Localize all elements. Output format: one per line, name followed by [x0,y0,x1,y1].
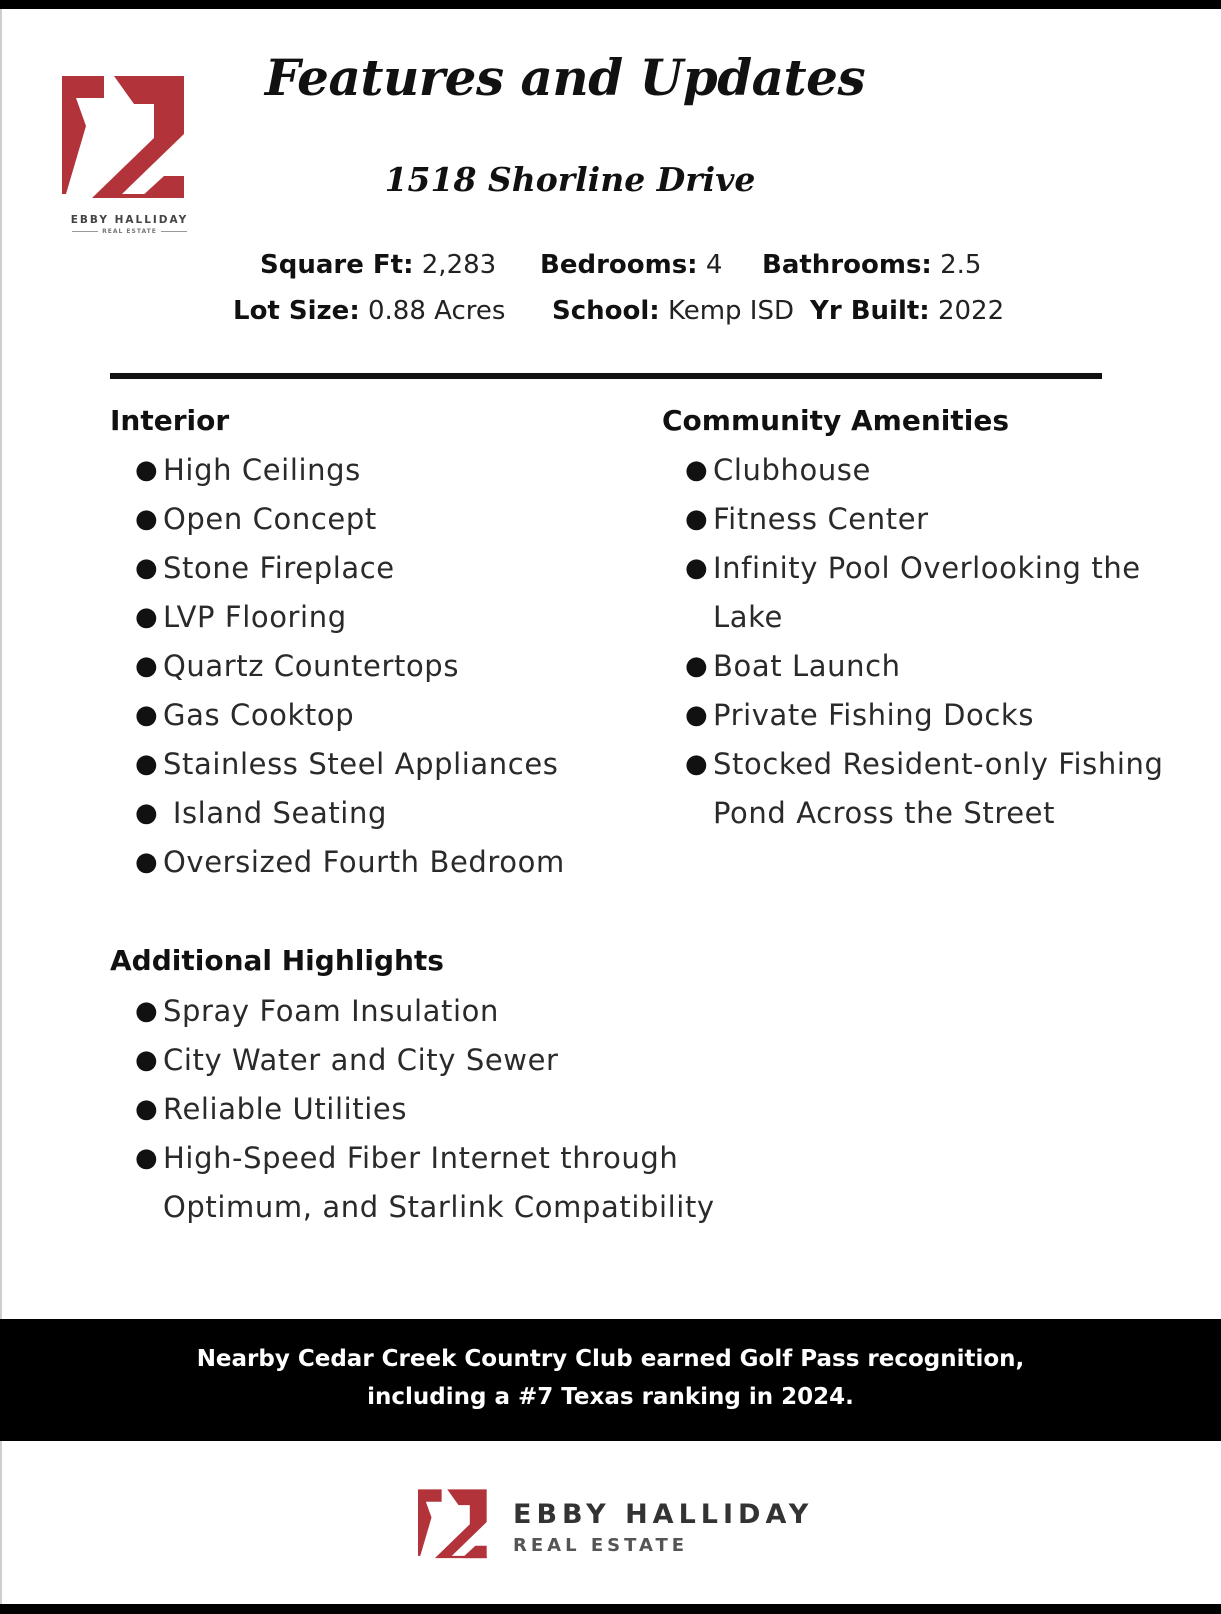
list-item [135,1134,715,1183]
footer-sub-text: REAL ESTATE [513,1535,689,1556]
bullet-icon: ● [135,1045,159,1075]
bottom-border [0,1604,1221,1614]
ebby-halliday-logo-icon [62,76,197,206]
list-item [135,593,565,642]
list-item [135,789,565,838]
list-item [685,446,1163,495]
banner-line-2: including a #7 Texas ranking in 2024. [367,1384,854,1410]
footer-logo [418,1489,818,1564]
list-item-text: Lake [713,600,783,634]
stat-value: 2022 [937,296,1005,326]
list-item-text: Private Fishing Docks [713,698,1035,732]
stat-value: Kemp ISD [667,296,794,326]
page-title: Features and Updates [264,48,866,107]
top-border [0,0,1221,9]
property-address: 1518 Shorline Drive [384,160,756,199]
bullet-icon: ● [135,1143,159,1173]
logo-sub-label: REAL ESTATE [102,228,157,235]
list-item-continuation [713,593,1163,642]
interior-list [135,446,565,887]
divider-rule [110,373,1102,379]
list-item-text: LVP Flooring [163,600,347,634]
list-item-text: Spray Foam Insulation [163,994,499,1028]
stat-school [552,296,794,326]
banner-line-1: Nearby Cedar Creek Country Club earned Golf Pass recognition, [196,1346,1025,1372]
bullet-icon: ● [685,504,709,534]
list-item-text: Optimum, and Starlink Compatibility [163,1190,715,1224]
stat-label: Bathrooms: [762,250,932,280]
list-item [685,740,1164,789]
list-item [135,838,565,887]
bullet-icon: ● [135,651,159,681]
list-item [135,1085,715,1134]
list-item-text: City Water and City Sewer [163,1043,559,1077]
bullet-icon: ● [685,651,709,681]
bullet-icon: ● [135,455,159,485]
bullet-icon: ● [135,996,159,1026]
list-item-text: Oversized Fourth Bedroom [163,845,565,879]
bullet-icon: ● [685,700,709,730]
list-item [135,691,565,740]
highlights-list [135,987,715,1232]
stat-year-built [810,296,1004,326]
stat-label: Bedrooms: [540,250,698,280]
list-item-text: Reliable Utilities [163,1092,408,1126]
bullet-icon: ● [135,798,159,828]
bullet-icon: ● [685,455,709,485]
list-item [685,642,1163,691]
list-item [135,1036,715,1085]
ebby-halliday-logo-icon [418,1489,494,1563]
list-item-text: Clubhouse [713,453,871,487]
bullet-icon: ● [685,749,709,779]
list-item-text: High-Speed Fiber Internet through [163,1141,679,1175]
list-item-text: Open Concept [163,502,377,536]
logo-sub-text [62,228,197,235]
stat-square-ft [260,250,496,280]
stat-lot-size [233,296,505,326]
list-item-text: High Ceilings [163,453,361,487]
highlights-heading: Additional Highlights [110,944,444,977]
bullet-icon: ● [135,749,159,779]
list-item-text: Gas Cooktop [163,698,355,732]
community-heading: Community Amenities [662,404,1009,437]
list-item [685,691,1163,740]
stat-value: 2.5 [940,250,982,280]
list-item-text: Fitness Center [713,502,929,536]
list-item-text: Stocked Resident-only Fishing [713,747,1164,781]
bullet-icon: ● [135,602,159,632]
bullet-icon: ● [135,553,159,583]
stat-bedrooms [540,250,722,280]
list-item [135,495,565,544]
interior-heading: Interior [110,404,230,437]
list-item-text: Boat Launch [713,649,901,683]
bullet-icon: ● [135,504,159,534]
list-item-continuation [163,1183,715,1232]
stat-bathrooms [762,250,981,280]
stat-value: 2,283 [421,250,497,280]
bullet-icon: ● [685,553,709,583]
bullet-icon: ● [135,700,159,730]
list-item [135,987,715,1036]
bullet-icon: ● [135,1094,159,1124]
list-item-text: Island Seating [163,796,387,830]
stat-value: 4 [705,250,723,280]
list-item [135,740,565,789]
list-item [135,446,565,495]
stat-label: Square Ft: [260,250,414,280]
list-item [135,544,565,593]
community-list [685,446,1164,838]
list-item-text: Stainless Steel Appliances [163,747,559,781]
brand-logo [62,76,197,236]
golf-banner [0,1319,1221,1441]
bullet-icon: ● [135,847,159,877]
stat-label: School: [552,296,660,326]
list-item [685,544,1163,593]
list-item [685,495,1163,544]
logo-brand-text: EBBY HALLIDAY [70,214,189,226]
list-item-continuation [713,789,1163,838]
list-item-text: Stone Fireplace [163,551,395,585]
list-item-text: Infinity Pool Overlooking the [713,551,1141,585]
stat-label: Lot Size: [233,296,360,326]
stat-value: 0.88 Acres [367,296,506,326]
list-item-text: Quartz Countertops [163,649,460,683]
list-item-text: Pond Across the Street [713,796,1056,830]
list-item [135,642,565,691]
stat-label: Yr Built: [810,296,930,326]
footer-brand-text: EBBY HALLIDAY [513,1499,814,1530]
